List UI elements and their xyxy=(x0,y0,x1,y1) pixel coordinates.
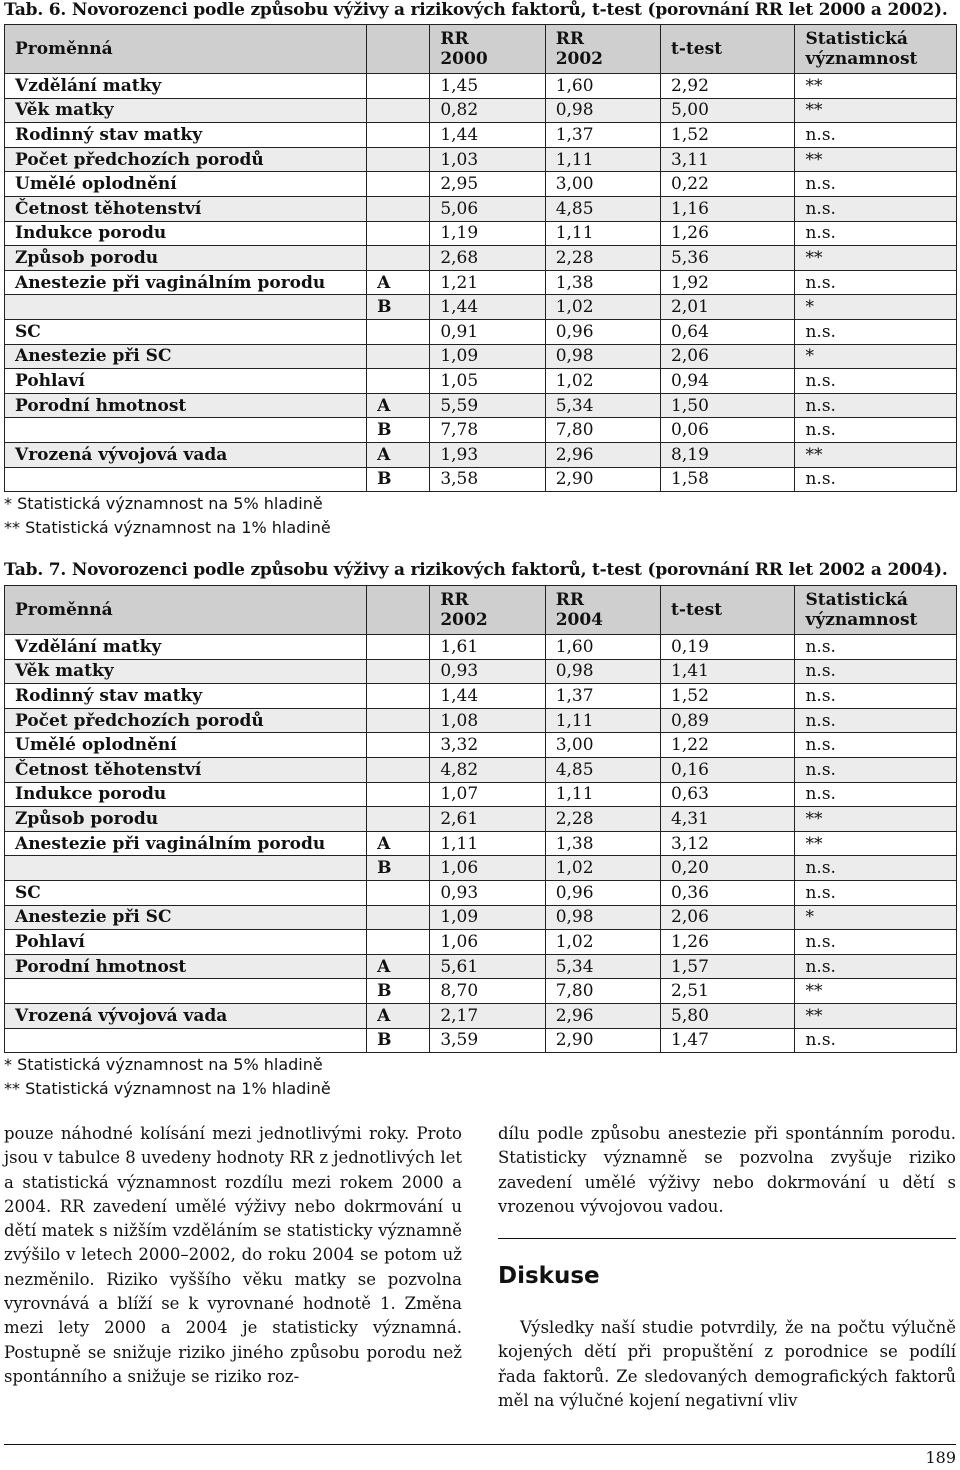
row-subgroup: B xyxy=(367,418,430,443)
row-ttest: 5,00 xyxy=(661,98,795,123)
row-rr-first: 5,06 xyxy=(430,196,545,221)
table-row xyxy=(5,733,957,758)
table-row xyxy=(5,757,957,782)
row-subgroup: A xyxy=(367,442,430,467)
footnote-5pct: * Statistická významnost na 5% hladině xyxy=(4,1055,323,1074)
row-rr-second: 1,11 xyxy=(545,782,660,807)
header-rr-second-line: 2002 xyxy=(555,49,604,69)
row-subgroup xyxy=(367,172,430,197)
table-row xyxy=(5,74,957,99)
row-variable: Rodinný stav matky xyxy=(5,123,367,148)
header-rr-first xyxy=(430,586,545,635)
row-ttest: 3,12 xyxy=(661,831,795,856)
table-row xyxy=(5,782,957,807)
row-rr-second: 0,98 xyxy=(545,659,660,684)
row-rr-second: 0,98 xyxy=(545,905,660,930)
row-subgroup xyxy=(367,635,430,660)
row-rr-second: 2,90 xyxy=(545,1028,660,1053)
row-significance: n.s. xyxy=(795,954,957,979)
row-rr-second: 1,60 xyxy=(545,635,660,660)
row-subgroup xyxy=(367,196,430,221)
row-rr-first: 1,93 xyxy=(430,442,545,467)
row-rr-first: 1,06 xyxy=(430,930,545,955)
row-rr-second: 1,02 xyxy=(545,369,660,394)
row-subgroup xyxy=(367,246,430,271)
row-rr-second: 5,34 xyxy=(545,393,660,418)
row-significance: n.s. xyxy=(795,856,957,881)
table-row xyxy=(5,635,957,660)
row-subgroup xyxy=(367,880,430,905)
row-rr-second: 1,60 xyxy=(545,74,660,99)
row-variable xyxy=(5,979,367,1004)
row-rr-first: 1,44 xyxy=(430,684,545,709)
table-row xyxy=(5,905,957,930)
section-rule xyxy=(498,1238,956,1239)
row-rr-second: 2,90 xyxy=(545,467,660,492)
table-row xyxy=(5,467,957,492)
row-subgroup: A xyxy=(367,1003,430,1028)
table-row xyxy=(5,196,957,221)
body-left-column xyxy=(4,1122,462,1389)
row-rr-first: 1,21 xyxy=(430,270,545,295)
table-row xyxy=(5,684,957,709)
header-rr-second-line: 2004 xyxy=(555,610,604,630)
row-subgroup: B xyxy=(367,1028,430,1053)
row-subgroup xyxy=(367,684,430,709)
row-rr-second: 1,11 xyxy=(545,221,660,246)
header-ttest xyxy=(661,25,795,74)
table-row xyxy=(5,979,957,1004)
row-ttest: 2,06 xyxy=(661,344,795,369)
row-subgroup xyxy=(367,98,430,123)
row-significance: n.s. xyxy=(795,635,957,660)
table-header-row xyxy=(5,25,957,74)
row-significance: n.s. xyxy=(795,930,957,955)
row-variable: Rodinný stav matky xyxy=(5,684,367,709)
row-ttest: 1,26 xyxy=(661,930,795,955)
row-ttest: 1,58 xyxy=(661,467,795,492)
header-variable xyxy=(5,25,367,74)
row-rr-second: 0,98 xyxy=(545,98,660,123)
header-ttest xyxy=(661,586,795,635)
row-significance: ** xyxy=(795,74,957,99)
row-subgroup xyxy=(367,757,430,782)
row-subgroup xyxy=(367,147,430,172)
header-rr-second xyxy=(545,25,660,74)
row-rr-second: 1,37 xyxy=(545,684,660,709)
row-subgroup xyxy=(367,369,430,394)
row-significance: ** xyxy=(795,442,957,467)
row-rr-first: 3,59 xyxy=(430,1028,545,1053)
row-subgroup xyxy=(367,123,430,148)
table-6 xyxy=(4,24,957,492)
row-variable: Pohlaví xyxy=(5,369,367,394)
row-rr-first: 5,61 xyxy=(430,954,545,979)
table-header-row xyxy=(5,586,957,635)
row-rr-second: 3,00 xyxy=(545,172,660,197)
row-ttest: 5,80 xyxy=(661,1003,795,1028)
row-variable: Anestezie při SC xyxy=(5,344,367,369)
row-subgroup: A xyxy=(367,831,430,856)
row-significance: n.s. xyxy=(795,757,957,782)
row-variable: SC xyxy=(5,880,367,905)
table-row xyxy=(5,880,957,905)
row-rr-first: 2,17 xyxy=(430,1003,545,1028)
row-subgroup: B xyxy=(367,467,430,492)
row-subgroup xyxy=(367,905,430,930)
row-variable: Indukce porodu xyxy=(5,221,367,246)
row-rr-first: 1,09 xyxy=(430,344,545,369)
table-row xyxy=(5,344,957,369)
row-ttest: 1,52 xyxy=(661,684,795,709)
row-ttest: 0,94 xyxy=(661,369,795,394)
row-rr-second: 1,02 xyxy=(545,930,660,955)
row-rr-first: 1,61 xyxy=(430,635,545,660)
row-significance: n.s. xyxy=(795,172,957,197)
row-rr-second: 5,34 xyxy=(545,954,660,979)
row-subgroup xyxy=(367,708,430,733)
row-significance: n.s. xyxy=(795,1028,957,1053)
row-significance: n.s. xyxy=(795,369,957,394)
row-variable: Vzdělání matky xyxy=(5,635,367,660)
row-rr-second: 7,80 xyxy=(545,979,660,1004)
row-rr-first: 1,19 xyxy=(430,221,545,246)
row-ttest: 0,19 xyxy=(661,635,795,660)
table-row xyxy=(5,246,957,271)
table-row xyxy=(5,856,957,881)
header-significance-line: významnost xyxy=(805,610,918,630)
header-rr-first-line: 2002 xyxy=(440,610,488,630)
row-rr-first: 2,68 xyxy=(430,246,545,271)
table-row xyxy=(5,270,957,295)
row-rr-second: 1,37 xyxy=(545,123,660,148)
row-significance: n.s. xyxy=(795,659,957,684)
row-subgroup: A xyxy=(367,270,430,295)
row-rr-first: 4,82 xyxy=(430,757,545,782)
row-subgroup xyxy=(367,733,430,758)
header-rr-second-line: RR xyxy=(555,590,584,610)
row-ttest: 0,89 xyxy=(661,708,795,733)
row-rr-first: 1,44 xyxy=(430,295,545,320)
row-subgroup: B xyxy=(367,979,430,1004)
table-row xyxy=(5,295,957,320)
row-ttest: 5,36 xyxy=(661,246,795,271)
row-ttest: 0,36 xyxy=(661,880,795,905)
row-rr-second: 0,96 xyxy=(545,880,660,905)
row-subgroup xyxy=(367,74,430,99)
row-significance: n.s. xyxy=(795,319,957,344)
header-significance-line: významnost xyxy=(805,49,918,69)
row-significance: n.s. xyxy=(795,782,957,807)
row-rr-second: 2,96 xyxy=(545,1003,660,1028)
row-significance: n.s. xyxy=(795,418,957,443)
row-variable: Počet předchozích porodů xyxy=(5,708,367,733)
row-rr-second: 3,00 xyxy=(545,733,660,758)
table-7-footnotes xyxy=(4,1053,331,1101)
row-variable: Umělé oplodnění xyxy=(5,172,367,197)
table-row xyxy=(5,954,957,979)
row-ttest: 0,16 xyxy=(661,757,795,782)
row-ttest: 1,50 xyxy=(661,393,795,418)
header-rr-second xyxy=(545,586,660,635)
section-heading: Diskuse xyxy=(498,1263,600,1289)
table-6-footnotes xyxy=(4,492,331,540)
row-rr-second: 0,98 xyxy=(545,344,660,369)
row-subgroup xyxy=(367,221,430,246)
row-subgroup: A xyxy=(367,393,430,418)
row-rr-second: 2,96 xyxy=(545,442,660,467)
row-variable xyxy=(5,295,367,320)
row-rr-first: 1,03 xyxy=(430,147,545,172)
row-variable: Způsob porodu xyxy=(5,246,367,271)
row-significance: ** xyxy=(795,979,957,1004)
header-variable xyxy=(5,586,367,635)
row-rr-second: 0,96 xyxy=(545,319,660,344)
row-variable xyxy=(5,467,367,492)
row-significance: ** xyxy=(795,246,957,271)
row-variable: Věk matky xyxy=(5,98,367,123)
table-row xyxy=(5,319,957,344)
row-ttest: 1,22 xyxy=(661,733,795,758)
header-ttest-line: t-test xyxy=(671,600,723,620)
row-rr-second: 1,38 xyxy=(545,270,660,295)
header-variable-line: Proměnná xyxy=(15,600,113,620)
body-paragraph: Výsledky naší studie potvrdily, že na počtu výlučně kojených dětí při propuštění z porodnice se podílí řada faktorů. Ze sledovaných demografických faktorů měl na výlučné kojení negativní vliv xyxy=(498,1318,956,1410)
row-variable: Umělé oplodnění xyxy=(5,733,367,758)
table-row xyxy=(5,1003,957,1028)
row-rr-first: 2,95 xyxy=(430,172,545,197)
footnote-5pct: * Statistická významnost na 5% hladině xyxy=(4,494,323,513)
table-row xyxy=(5,708,957,733)
row-rr-first: 0,82 xyxy=(430,98,545,123)
header-rr-first-line: RR xyxy=(440,590,469,610)
row-significance: n.s. xyxy=(795,708,957,733)
table-row xyxy=(5,172,957,197)
table-row xyxy=(5,369,957,394)
row-rr-first: 0,93 xyxy=(430,880,545,905)
header-rr-first-line: 2000 xyxy=(440,49,488,69)
row-variable: Anestezie při SC xyxy=(5,905,367,930)
row-ttest: 2,92 xyxy=(661,74,795,99)
row-rr-second: 1,38 xyxy=(545,831,660,856)
header-significance-line: Statistická xyxy=(805,590,908,610)
row-rr-first: 1,07 xyxy=(430,782,545,807)
body-right-column-bottom xyxy=(498,1316,956,1413)
row-significance: * xyxy=(795,905,957,930)
row-ttest: 1,26 xyxy=(661,221,795,246)
row-ttest: 1,57 xyxy=(661,954,795,979)
row-rr-second: 4,85 xyxy=(545,196,660,221)
header-significance xyxy=(795,586,957,635)
row-rr-first: 1,08 xyxy=(430,708,545,733)
row-variable: SC xyxy=(5,319,367,344)
row-rr-first: 1,11 xyxy=(430,831,545,856)
row-variable: Četnost těhotenství xyxy=(5,196,367,221)
row-subgroup: B xyxy=(367,856,430,881)
footer-rule xyxy=(4,1444,956,1445)
row-ttest: 0,22 xyxy=(661,172,795,197)
row-variable: Vzdělání matky xyxy=(5,74,367,99)
header-ttest-line: t-test xyxy=(671,39,723,59)
row-ttest: 4,31 xyxy=(661,807,795,832)
row-rr-second: 7,80 xyxy=(545,418,660,443)
body-paragraph: pouze náhodné kolísání mezi jednotlivými roky. Proto jsou v tabulce 8 uvedeny hodnoty RR z jednotlivých let a statistická významnost rozdílu mezi rokem 2000 a 2004. RR zavedení umělé výživy nebo dokrmování u dětí matek s nižším vzděláním se statisticky významně zvýšilo v letech 2000–2002, do roku 2004 se potom už nezměnilo. Riziko vyššího věku matky se pozvolna vyrovnává a blíží se k vyrovnané hodnotě 1. Změna mezi lety 2000 a 2004 je statisticky významná. Postupně se snižuje riziko jiného způsobu porodu než spontánního a snižuje se riziko roz- xyxy=(4,1124,462,1386)
row-rr-first: 1,45 xyxy=(430,74,545,99)
row-variable xyxy=(5,1028,367,1053)
body-right-column-top xyxy=(498,1122,956,1219)
row-variable: Pohlaví xyxy=(5,930,367,955)
row-rr-second: 4,85 xyxy=(545,757,660,782)
row-variable: Počet předchozích porodů xyxy=(5,147,367,172)
table-row xyxy=(5,147,957,172)
row-variable xyxy=(5,856,367,881)
table-row xyxy=(5,418,957,443)
row-significance: ** xyxy=(795,831,957,856)
table-7-caption: Tab. 7. Novorozenci podle způsobu výživy a rizikových faktorů, t-test (porovnání RR let 2002 a 2004). xyxy=(4,560,948,580)
row-ttest: 1,52 xyxy=(661,123,795,148)
header-rr-first-line: RR xyxy=(440,29,469,49)
table-7 xyxy=(4,585,957,1053)
table-row xyxy=(5,831,957,856)
table-row xyxy=(5,1028,957,1053)
row-variable: Anestezie při vaginálním porodu xyxy=(5,831,367,856)
footnote-1pct: ** Statistická významnost na 1% hladině xyxy=(4,1079,331,1098)
row-rr-first: 1,06 xyxy=(430,856,545,881)
row-rr-first: 1,09 xyxy=(430,905,545,930)
row-variable: Anestezie při vaginálním porodu xyxy=(5,270,367,295)
row-significance: * xyxy=(795,295,957,320)
row-ttest: 2,06 xyxy=(661,905,795,930)
row-rr-second: 1,02 xyxy=(545,856,660,881)
row-rr-first: 1,05 xyxy=(430,369,545,394)
row-ttest: 1,16 xyxy=(661,196,795,221)
row-ttest: 8,19 xyxy=(661,442,795,467)
row-significance: n.s. xyxy=(795,467,957,492)
row-rr-first: 7,78 xyxy=(430,418,545,443)
row-significance: n.s. xyxy=(795,880,957,905)
row-ttest: 0,63 xyxy=(661,782,795,807)
row-ttest: 1,47 xyxy=(661,1028,795,1053)
table-row xyxy=(5,123,957,148)
row-ttest: 3,11 xyxy=(661,147,795,172)
table-row xyxy=(5,659,957,684)
row-subgroup xyxy=(367,659,430,684)
row-significance: n.s. xyxy=(795,393,957,418)
row-ttest: 0,06 xyxy=(661,418,795,443)
row-variable: Vrozená vývojová vada xyxy=(5,442,367,467)
header-rr-second-line: RR xyxy=(555,29,584,49)
row-significance: n.s. xyxy=(795,196,957,221)
footnote-1pct: ** Statistická významnost na 1% hladině xyxy=(4,518,331,537)
table-row xyxy=(5,393,957,418)
row-significance: n.s. xyxy=(795,270,957,295)
row-ttest: 1,92 xyxy=(661,270,795,295)
header-significance xyxy=(795,25,957,74)
row-subgroup xyxy=(367,782,430,807)
row-ttest: 0,64 xyxy=(661,319,795,344)
header-sub xyxy=(367,25,430,74)
header-variable-line: Proměnná xyxy=(15,39,113,59)
page-number: 189 xyxy=(925,1448,956,1467)
row-significance: n.s. xyxy=(795,123,957,148)
row-variable: Četnost těhotenství xyxy=(5,757,367,782)
row-significance: n.s. xyxy=(795,684,957,709)
row-subgroup xyxy=(367,319,430,344)
row-rr-first: 0,93 xyxy=(430,659,545,684)
row-rr-second: 2,28 xyxy=(545,246,660,271)
body-paragraph: dílu podle způsobu anestezie při spontánním porodu. Statisticky významně se pozvolna zvyšuje riziko zavedení umělé výživy nebo dokrmování u dětí s vrozenou vývojovou vadou. xyxy=(498,1124,956,1216)
row-subgroup: B xyxy=(367,295,430,320)
row-ttest: 0,20 xyxy=(661,856,795,881)
row-variable: Věk matky xyxy=(5,659,367,684)
row-significance: n.s. xyxy=(795,221,957,246)
row-rr-first: 1,44 xyxy=(430,123,545,148)
table-row xyxy=(5,98,957,123)
row-significance: ** xyxy=(795,807,957,832)
table-row xyxy=(5,807,957,832)
row-subgroup: A xyxy=(367,954,430,979)
row-significance: ** xyxy=(795,1003,957,1028)
row-rr-first: 3,32 xyxy=(430,733,545,758)
row-rr-second: 2,28 xyxy=(545,807,660,832)
row-ttest: 1,41 xyxy=(661,659,795,684)
table-row xyxy=(5,221,957,246)
row-rr-first: 3,58 xyxy=(430,467,545,492)
row-rr-first: 8,70 xyxy=(430,979,545,1004)
row-variable: Vrozená vývojová vada xyxy=(5,1003,367,1028)
header-sub xyxy=(367,586,430,635)
row-ttest: 2,51 xyxy=(661,979,795,1004)
row-significance: * xyxy=(795,344,957,369)
row-rr-second: 1,11 xyxy=(545,708,660,733)
row-ttest: 2,01 xyxy=(661,295,795,320)
row-rr-first: 2,61 xyxy=(430,807,545,832)
row-subgroup xyxy=(367,344,430,369)
header-significance-line: Statistická xyxy=(805,29,908,49)
row-significance: ** xyxy=(795,147,957,172)
header-rr-first xyxy=(430,25,545,74)
table-row xyxy=(5,930,957,955)
row-variable: Porodní hmotnost xyxy=(5,954,367,979)
row-rr-first: 5,59 xyxy=(430,393,545,418)
row-variable: Indukce porodu xyxy=(5,782,367,807)
row-rr-second: 1,11 xyxy=(545,147,660,172)
row-variable: Způsob porodu xyxy=(5,807,367,832)
table-6-caption: Tab. 6. Novorozenci podle způsobu výživy a rizikových faktorů, t-test (porovnání RR let 2000 a 2002). xyxy=(4,0,948,20)
row-subgroup xyxy=(367,807,430,832)
row-subgroup xyxy=(367,930,430,955)
row-variable xyxy=(5,418,367,443)
row-significance: n.s. xyxy=(795,733,957,758)
row-rr-second: 1,02 xyxy=(545,295,660,320)
row-rr-first: 0,91 xyxy=(430,319,545,344)
table-row xyxy=(5,442,957,467)
row-significance: ** xyxy=(795,98,957,123)
row-variable: Porodní hmotnost xyxy=(5,393,367,418)
